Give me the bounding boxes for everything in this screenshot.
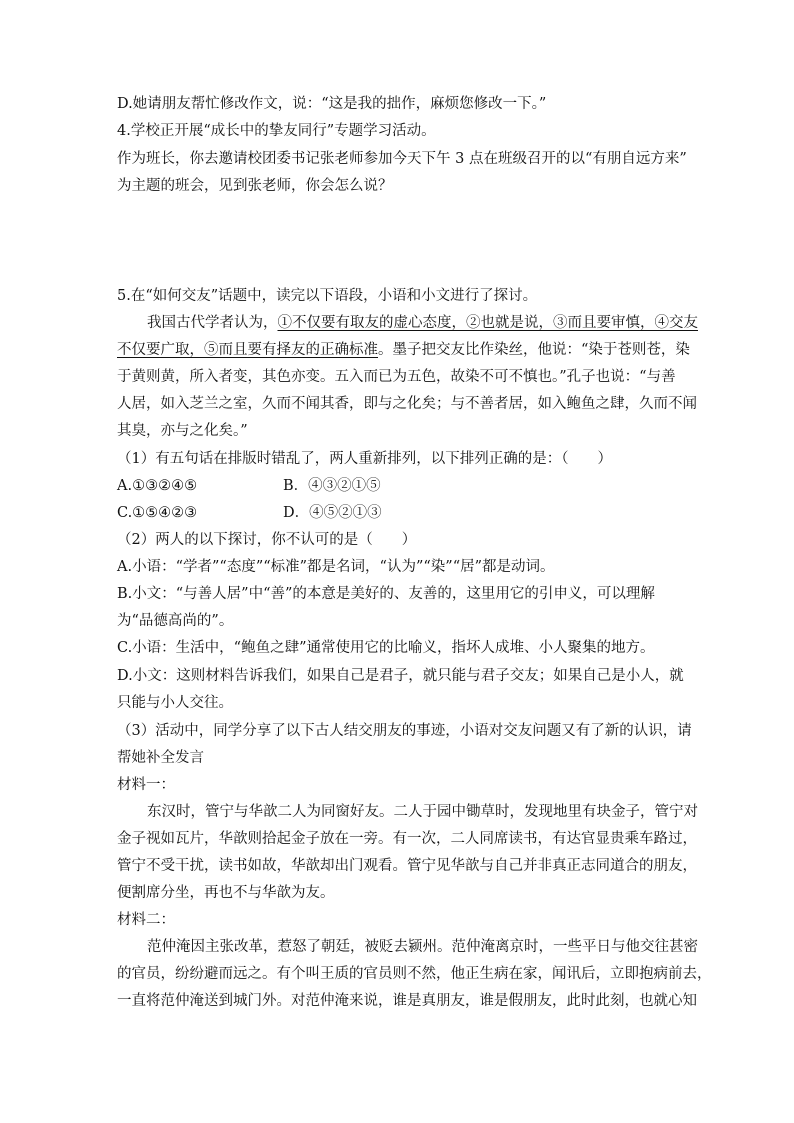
q5-sub3-question: （3）活动中，同学分享了以下古人结交朋友的事迹，小语对交友问题又有了新的认识，请 bbox=[117, 723, 692, 739]
q5-sub2-option-b: B.小文：“与善人居”中“善”的本意是美好的、友善的，这里用它的引申义，可以理解 bbox=[117, 586, 655, 602]
material-1-line: 管宁不受干扰，读书如故，华歆却出门观看。管宁见华歆与自己并非真正志同道合的朋友， bbox=[117, 858, 697, 874]
material-1-label: 材料一： bbox=[117, 777, 175, 793]
q4-prompt-line: 作为班长，你去邀请校团委书记张老师参加今天下午 3 点在班级召开的以“有朋自远方来” bbox=[117, 151, 687, 167]
q4-title: 4.学校正开展“成长中的挚友同行”专题学习活动。 bbox=[117, 123, 436, 139]
q3-option-d: D.她请朋友帮忙修改作文，说：“这是我的拙作，麻烦您修改一下。” bbox=[117, 96, 547, 112]
material-1-line: 东汉时，管宁与华歆二人为同窗好友。二人于园中锄草时，发现地里有块金子，管宁对 bbox=[147, 804, 698, 820]
q5-sub1-option-d: D．④⑤②①③ bbox=[283, 505, 382, 521]
q5-sub1-option-a: A.①③②④⑤ bbox=[117, 478, 198, 494]
q5-sub2-option-a: A.小语：“学者”“态度”“标准”都是名词，“认为”“染”“居”都是动词。 bbox=[117, 559, 555, 575]
q5-sub3-question-cont: 帮她补全发言 bbox=[117, 750, 204, 766]
q5-sub1-option-c: C.①⑤④②③ bbox=[117, 505, 198, 521]
material-2-line: 一直将范仲淹送到城门外。对范仲淹来说，谁是真朋友，谁是假朋友，此时此刻，也就心知 bbox=[117, 993, 697, 1009]
q5-sub1-option-b: B．④③②①⑤ bbox=[283, 478, 381, 494]
q5-sub2-option-d-cont: 只能与小人交往。 bbox=[117, 695, 233, 711]
q5-passage-line bbox=[147, 313, 698, 333]
q5-sub1-question: （1）有五句话在排版时错乱了，两人重新排列，以下排列正确的是：（ ） bbox=[117, 451, 612, 467]
material-1-line: 便割席分坐，再也不与华歆为友。 bbox=[117, 885, 335, 901]
q5-title: 5.在“如何交友”话题中，读完以下语段，小语和小文进行了探讨。 bbox=[117, 288, 538, 304]
material-2-line: 范仲淹因主张改革，惹怒了朝廷，被贬去颍州。范仲淹离京时，一些平日与他交往甚密 bbox=[147, 939, 698, 955]
q5-sub2-option-c: C.小语：生活中，“鲍鱼之肆”通常使用它的比喻义，指坏人成堆、小人聚集的地方。 bbox=[117, 640, 655, 656]
q5-passage-line: 其臭，亦与之化矣。” bbox=[117, 423, 248, 439]
material-2-line: 的官员，纷纷避而远之。有个叫王质的官员则不然，他正生病在家，闻讯后，立即抱病前去， bbox=[117, 966, 712, 982]
q5-passage-line: 人居，如入芝兰之室，久而不闻其香，即与之化矣；与不善者居，如入鲍鱼之肆，久而不闻 bbox=[117, 396, 697, 412]
q4-prompt-line: 为主题的班会，见到张老师，你会怎么说？ bbox=[117, 178, 393, 194]
material-1-line: 金子视如瓦片，华歆则拾起金子放在一旁。有一次，二人同席读书，有达官显贵乘车路过， bbox=[117, 831, 697, 847]
passage-text: 。墨子把交友比作染丝，他说：“染于苍则苍，染 bbox=[378, 342, 690, 358]
q5-passage-line: 于黄则黄，所入者变，其色亦变。五入而已为五色，故染不可不慎也。”孔子也说：“与善 bbox=[117, 369, 676, 385]
passage-underlined-text: 不仅要广取，⑤而且要有择友的正确标准 bbox=[117, 342, 378, 358]
material-2-label: 材料二： bbox=[117, 912, 175, 928]
passage-text: 我国古代学者认为， bbox=[147, 315, 278, 331]
q5-sub2-option-b-cont: 为“品德高尚的”。 bbox=[117, 613, 234, 629]
passage-underlined-text: ①不仅要有取友的虚心态度，②也就是说，③而且要审慎，④交友 bbox=[277, 315, 698, 331]
q5-sub2-question: （2）两人的以下探讨，你不认可的是（ ） bbox=[117, 532, 417, 548]
q5-sub2-option-d: D.小文：这则材料告诉我们，如果自己是君子，就只能与君子交友；如果自己是小人，就 bbox=[117, 668, 684, 684]
q5-passage-line bbox=[117, 340, 690, 360]
